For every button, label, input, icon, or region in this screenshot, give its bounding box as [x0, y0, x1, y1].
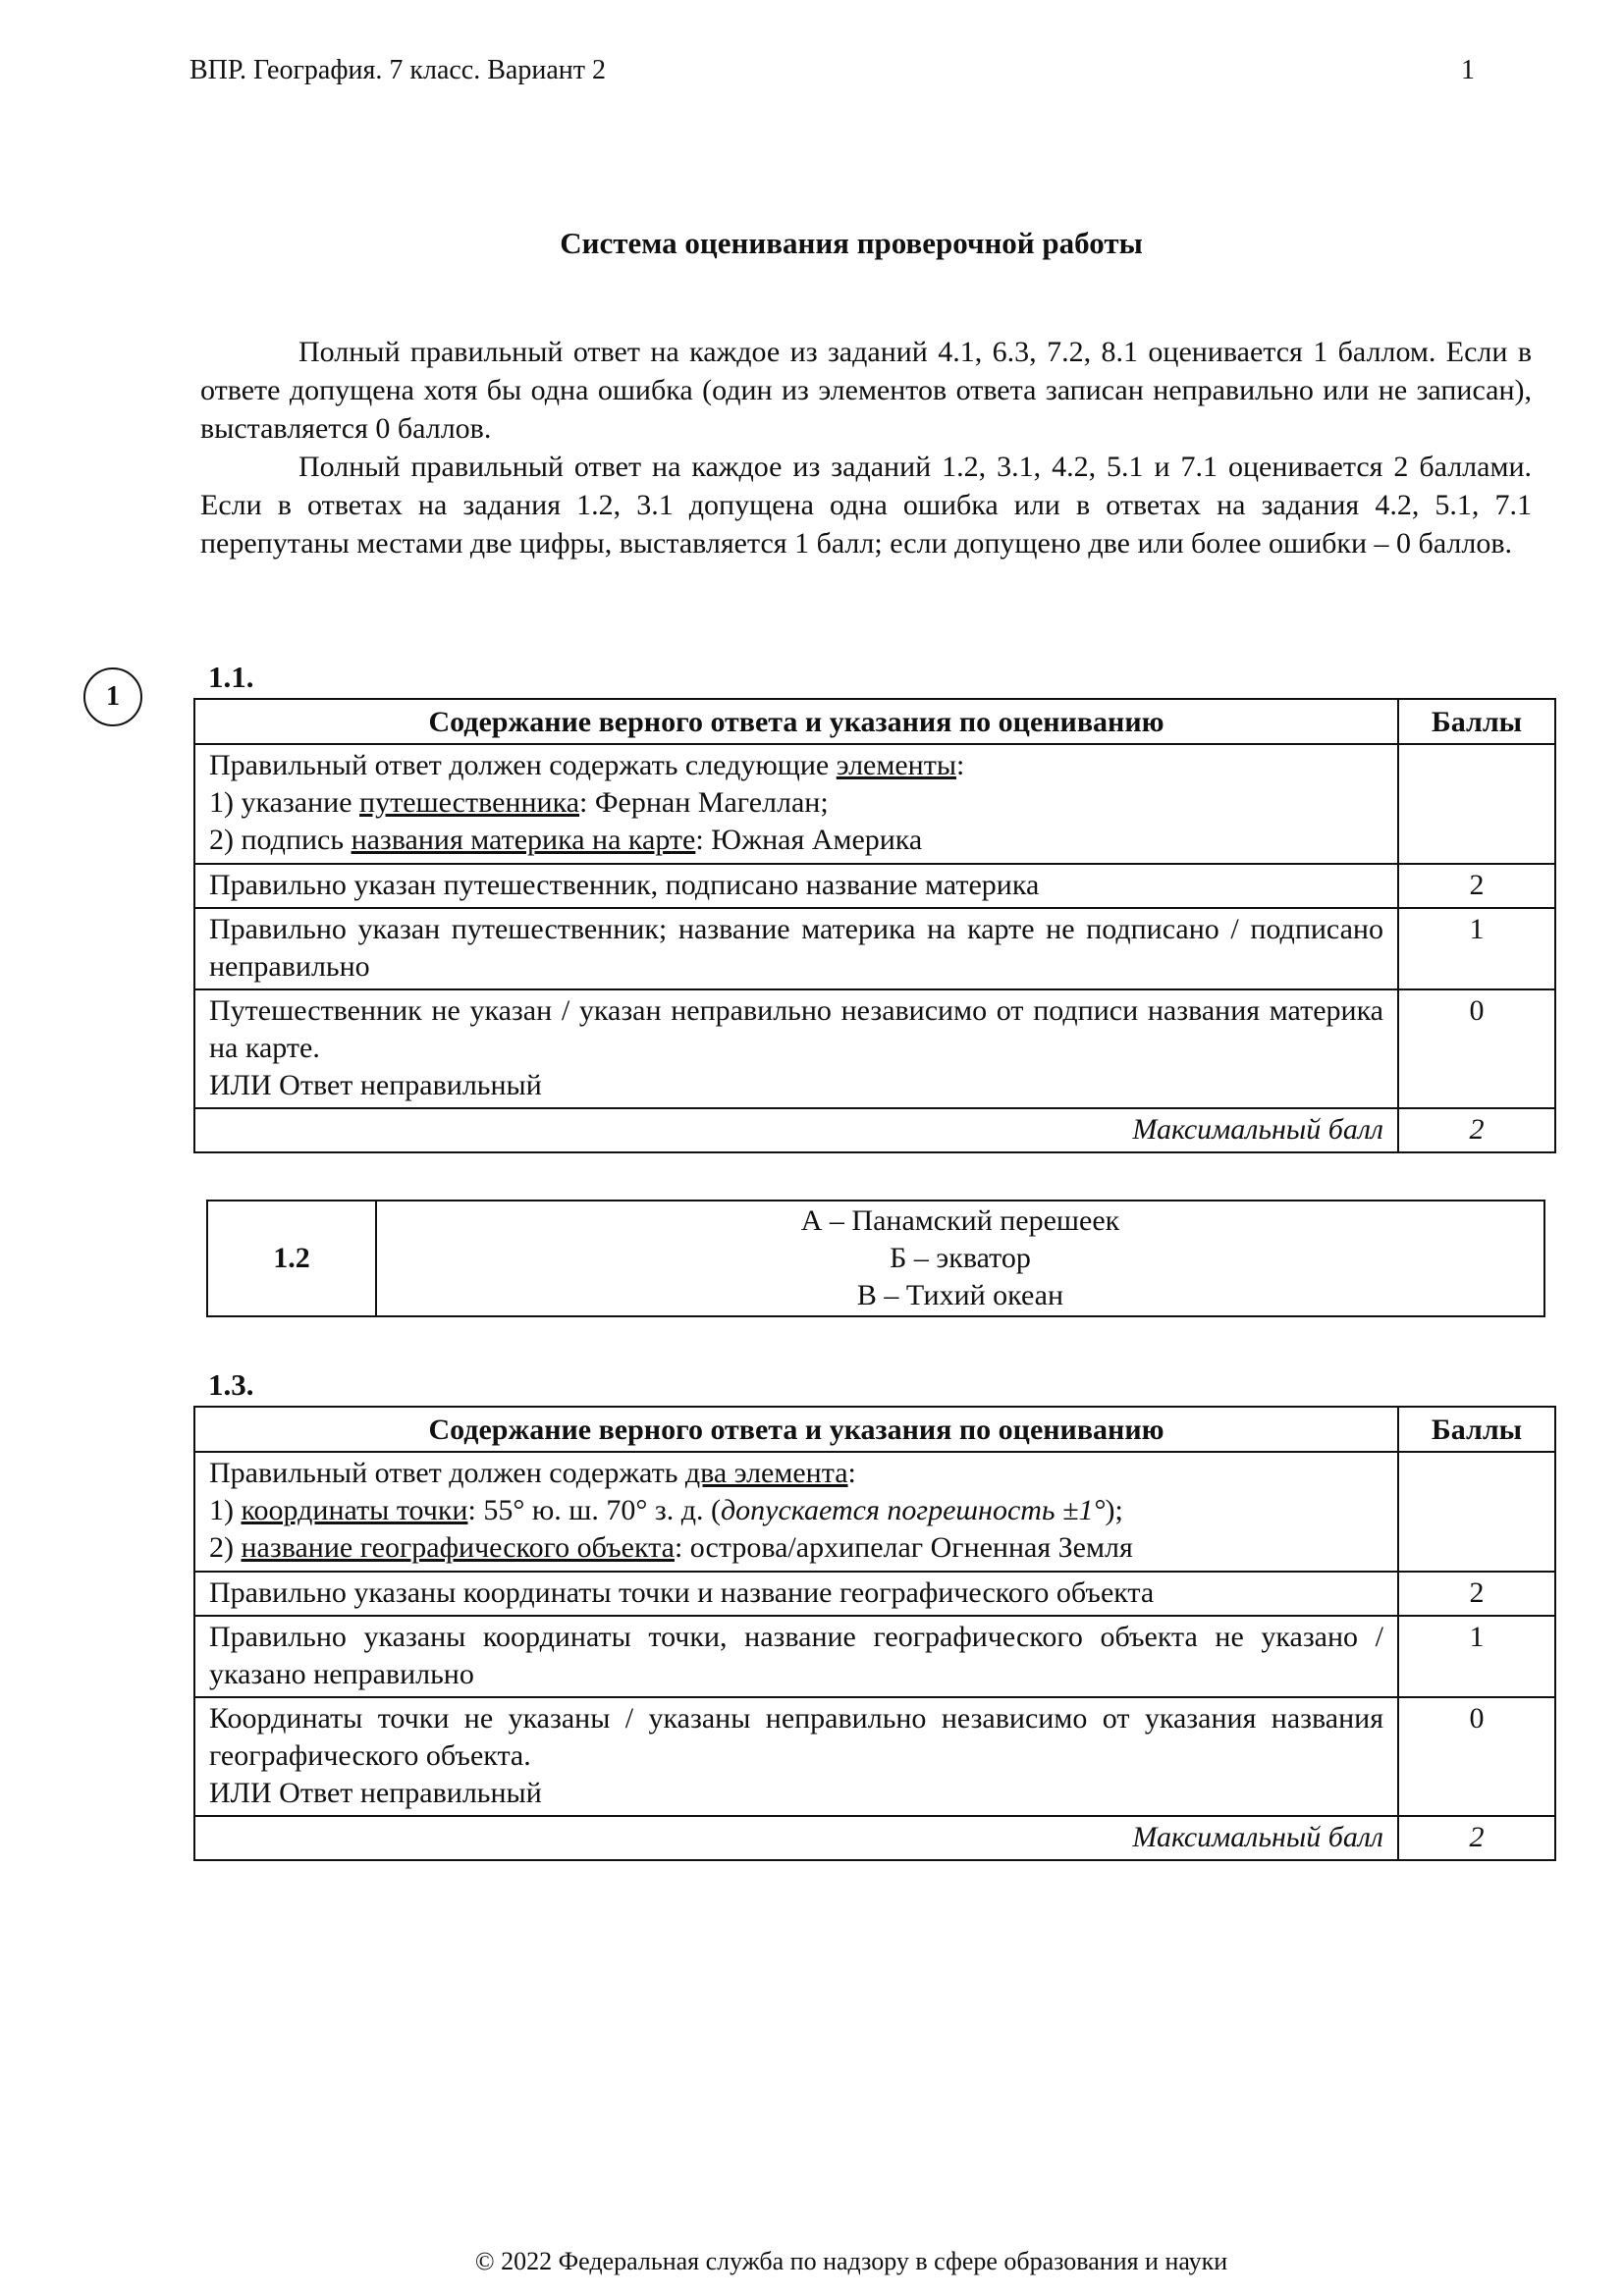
answer-line: А – Панамский перешеек	[800, 1204, 1120, 1237]
header-points: Баллы	[1398, 699, 1555, 744]
criteria-points: 2	[1398, 1572, 1555, 1616]
header-content: Содержание верного ответа и указания по оцениванию	[194, 699, 1398, 744]
requirements-row	[194, 744, 1555, 864]
table-header-row	[194, 1407, 1555, 1452]
criteria-text: Правильно указаны координаты точки и название географического объекта	[194, 1572, 1398, 1616]
subtask-1-3-label: 1.3.	[208, 1367, 254, 1402]
subtask-1-2-answers	[376, 1201, 1544, 1316]
max-score-row	[194, 1816, 1555, 1860]
max-score-value: 2	[1398, 1816, 1555, 1860]
header-points: Баллы	[1398, 1407, 1555, 1452]
max-score-label: Максимальный балл	[194, 1816, 1398, 1860]
criteria-row	[194, 989, 1555, 1108]
criteria-row	[194, 1572, 1555, 1616]
answer-line: Б – экватор	[890, 1242, 1031, 1274]
max-score-label: Максимальный балл	[194, 1108, 1398, 1152]
intro-text	[200, 333, 1532, 562]
subtask-1-2-label: 1.2	[207, 1201, 376, 1316]
criteria-text: Правильно указаны координаты точки, название географического объекта не указано / указано неправильно	[194, 1616, 1398, 1697]
criteria-row	[194, 864, 1555, 908]
criteria-points: 0	[1398, 989, 1555, 1108]
criteria-points: 1	[1398, 1616, 1555, 1697]
requirements-points-cell	[1398, 744, 1555, 864]
criteria-text: Координаты точки не указаны / указаны неправильно независимо от указания названия географического объекта. ИЛИ Ответ неправильный	[194, 1697, 1398, 1816]
footer-copyright: © 2022 Федеральная служба по надзору в сфере образования и науки	[474, 2247, 1228, 2275]
criteria-text: Путешественник не указан / указан неправильно независимо от подписи названия материка на карте. ИЛИ Ответ неправильный	[194, 989, 1398, 1108]
table-header-row	[194, 699, 1555, 744]
task-number-badge: 1	[83, 667, 142, 726]
header-content: Содержание верного ответа и указания по оцениванию	[194, 1407, 1398, 1452]
max-score-row	[194, 1108, 1555, 1152]
requirements-cell: Правильный ответ должен содержать следующие элементы: 1) указание путешественника: Фернан Магеллан; 2) подпись названия материка на карте: Южная Америка	[194, 744, 1398, 864]
requirements-points-cell	[1398, 1452, 1555, 1572]
max-score-value: 2	[1398, 1108, 1555, 1152]
criteria-points: 0	[1398, 1697, 1555, 1816]
intro-paragraph-2: Полный правильный ответ на каждое из заданий 1.2, 3.1, 4.2, 5.1 и 7.1 оценивается 2 баллами. Если в ответах на задания 1.2, 3.1 допущена одна ошибка или в ответах на задания 4.2, 5.1, 7.1 перепутаны местами две цифры, выставляется 1 балл; если допущено две или более ошибки – 0 баллов.	[200, 451, 1532, 560]
page-number: 1	[1461, 55, 1475, 85]
criteria-text: Правильно указан путешественник, подписано название материка	[194, 864, 1398, 908]
requirements-row	[194, 1452, 1555, 1572]
header-title: ВПР. География. 7 класс. Вариант 2	[189, 55, 606, 85]
criteria-row	[194, 908, 1555, 989]
criteria-points: 1	[1398, 908, 1555, 989]
criteria-row	[194, 1616, 1555, 1697]
subtask-1-1-label: 1.1.	[208, 660, 254, 694]
answer-line: В – Тихий океан	[856, 1279, 1064, 1311]
subtask-1-3-table	[193, 1406, 1556, 1861]
criteria-text: Правильно указан путешественник; название материка на карте не подписано / подписано неправильно	[194, 908, 1398, 989]
requirements-cell: Правильный ответ должен содержать два элемента: 1) координаты точки: 55° ю. ш. 70° з. д. (допускается погрешность ±1°); 2) название географического объекта: острова/архипелаг Огненная Земля	[194, 1452, 1398, 1572]
document-title: Система оценивания проверочной работы	[560, 226, 1143, 260]
intro-paragraph-1: Полный правильный ответ на каждое из заданий 4.1, 6.3, 7.2, 8.1 оценивается 1 баллом. Если в ответе допущена хотя бы одна ошибка (один из элементов ответа записан неправильно или не записан), выставляется 0 баллов.	[200, 336, 1532, 445]
criteria-row	[194, 1697, 1555, 1816]
subtask-1-2-table	[206, 1200, 1545, 1317]
criteria-points: 2	[1398, 864, 1555, 908]
subtask-1-1-table	[193, 698, 1556, 1153]
